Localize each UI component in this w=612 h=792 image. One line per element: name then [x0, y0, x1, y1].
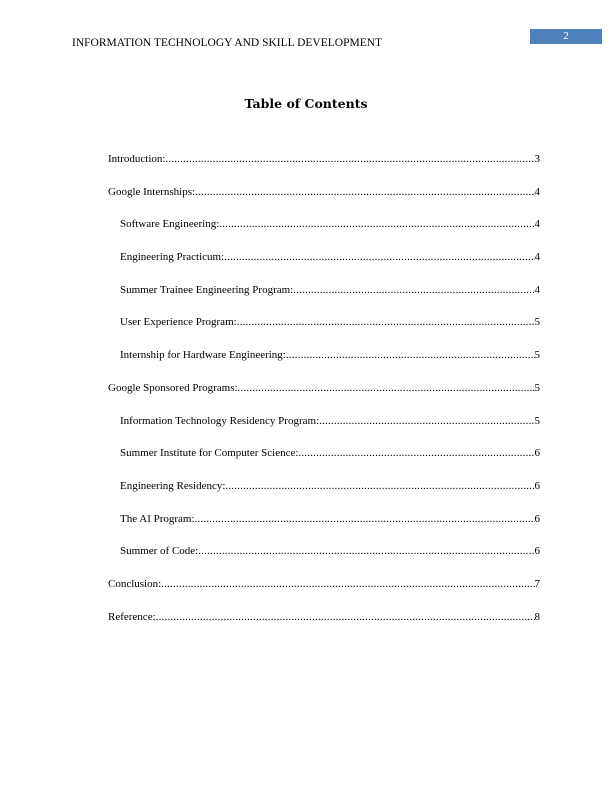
toc-dot-leader: [298, 447, 534, 460]
toc-entry-label: Summer of Code:: [120, 545, 199, 558]
toc-entry-conclusion[interactable]: [108, 578, 540, 611]
toc-entry-label: Google Internships:: [108, 185, 196, 198]
toc-dot-leader: [319, 415, 534, 428]
toc-entry-page: 4: [534, 218, 540, 231]
toc-entry-page: 4: [534, 185, 540, 198]
toc-entry-reference[interactable]: [108, 611, 540, 644]
toc-entry-page: 8: [534, 610, 540, 623]
toc-dot-leader: [224, 251, 534, 264]
toc-dot-leader: [156, 611, 535, 624]
toc-entry-page: 7: [534, 577, 540, 590]
page-number-badge: 2: [530, 29, 602, 44]
toc-entry-label: Conclusion:: [108, 577, 162, 590]
toc-entry-google-internships[interactable]: [108, 186, 540, 219]
toc-entry-it-residency-program[interactable]: [108, 415, 540, 448]
toc-entry-label: Software Engineering:: [120, 218, 220, 231]
toc-entry-page: 6: [534, 545, 540, 558]
toc-entry-page: 6: [534, 512, 540, 525]
toc-entry-label: Introduction:: [108, 153, 166, 165]
toc-entry-label: Engineering Practicum:: [120, 251, 225, 264]
toc-entry-ai-program[interactable]: [108, 513, 540, 546]
toc-entry-engineering-residency[interactable]: [108, 480, 540, 513]
toc-entry-page: 4: [534, 251, 540, 264]
toc-entry-page: 5: [534, 414, 540, 427]
toc-entry-engineering-practicum[interactable]: [108, 251, 540, 284]
toc-entry-page: 5: [534, 381, 540, 394]
toc-entry-page: 3: [534, 153, 540, 165]
toc-dot-leader: [161, 578, 534, 591]
toc-entry-label: Information Technology Residency Program:: [120, 414, 320, 427]
toc-dot-leader: [225, 480, 534, 493]
toc-dot-leader: [195, 513, 535, 526]
toc-entry-summer-of-code[interactable]: [108, 545, 540, 578]
toc-dot-leader: [237, 316, 535, 329]
toc-entry-label: The AI Program:: [120, 512, 195, 525]
toc-entry-internship-hardware-engineering[interactable]: [108, 349, 540, 382]
toc-entry-label: Google Sponsored Programs:: [108, 381, 238, 394]
toc-entry-page: 5: [534, 349, 540, 362]
toc-entry-page: 4: [534, 283, 540, 296]
toc-entry-software-engineering[interactable]: [108, 218, 540, 251]
toc-entry-page: 5: [534, 316, 540, 329]
toc-title: Table of Contents: [244, 96, 368, 111]
toc-entry-google-sponsored-programs[interactable]: [108, 382, 540, 415]
toc-entry-introduction[interactable]: [108, 153, 540, 186]
toc-entry-label: User Experience Program:: [120, 316, 237, 329]
toc-dot-leader: [286, 349, 535, 362]
toc-entry-user-experience-program[interactable]: [108, 316, 540, 349]
toc-entry-label: Summer Trainee Engineering Program:: [120, 283, 294, 296]
toc-entry-page: 6: [534, 479, 540, 492]
toc-dot-leader: [293, 284, 534, 297]
toc-dot-leader: [198, 545, 534, 558]
toc-entry-label: Internship for Hardware Engineering:: [120, 349, 286, 362]
toc-dot-leader: [238, 382, 535, 395]
toc-dot-leader: [195, 186, 534, 199]
toc-entry-summer-trainee-engineering-program[interactable]: [108, 284, 540, 317]
table-of-contents: [108, 153, 540, 643]
toc-entry-label: Engineering Residency:: [120, 479, 226, 492]
running-head: INFORMATION TECHNOLOGY AND SKILL DEVELOPMENT: [72, 37, 383, 49]
toc-dot-leader: [219, 218, 534, 231]
toc-entry-label: Summer Institute for Computer Science:: [120, 447, 299, 460]
toc-entry-page: 6: [534, 447, 540, 460]
toc-entry-summer-institute-computer-science[interactable]: [108, 447, 540, 480]
toc-dot-leader: [165, 153, 534, 166]
toc-entry-label: Reference:: [108, 610, 156, 623]
